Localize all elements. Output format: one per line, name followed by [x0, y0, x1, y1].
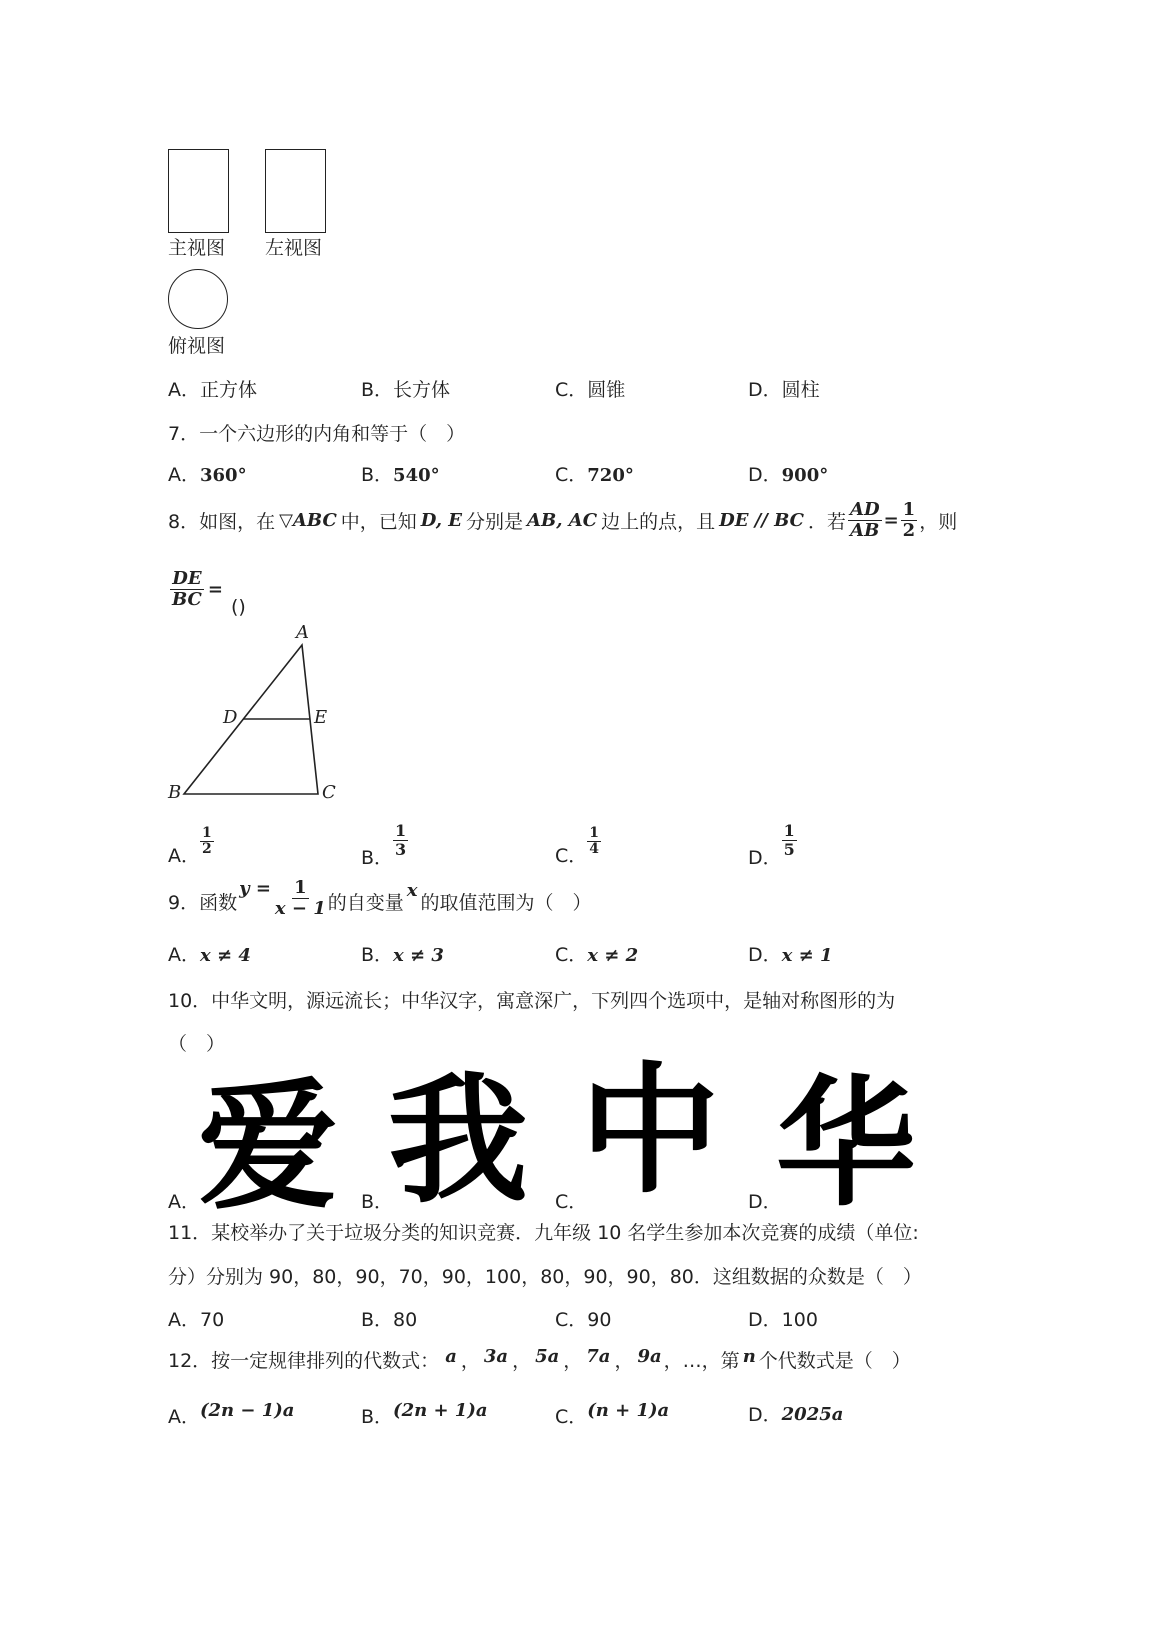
front-view-label: 主视图: [168, 237, 226, 259]
q12-option-c[interactable]: C． (n + 1)a: [555, 1400, 670, 1428]
q11-option-a[interactable]: A．70: [168, 1309, 225, 1331]
q7-option-a[interactable]: A．360°: [168, 464, 247, 486]
q9-stem: 9．函数 y = $\frac{1}{x - 1}$ 的自变量 x 的取值范围为（ ）: [168, 877, 592, 920]
q11-stem-line2: 分）分别为 90，80，90，70，90，100，80，90，90，80．这组数据的众数是（ ）: [168, 1266, 922, 1288]
q8-stem-line1: 8．如图，在 ▽ABC 中，已知 D, E 分别是 AB, AC 边上的点，且 DE // BC ．若 $\frac{AD}{AB}$ = $\frac{1}{2}$ ，则: [168, 499, 958, 541]
q9-option-c[interactable]: C．x ≠ 2: [555, 944, 639, 966]
q8-option-c[interactable]: C． $\frac{1}{4}$: [555, 825, 600, 867]
character-wo: 我: [388, 1060, 529, 1223]
q9-option-a[interactable]: A．x ≠ 4: [168, 944, 251, 966]
q12-stem: 12．按一定规律排列的代数式： a ， 3a ， 5a ， 7a ， 9a ，…，第 n 个代数式是（ ）: [168, 1346, 911, 1372]
q6-option-c[interactable]: C．圆锥: [555, 379, 626, 401]
q10-option-a[interactable]: A．: [168, 1191, 200, 1213]
label-d: D: [223, 707, 238, 728]
q12-option-b[interactable]: B． (2n + 1)a: [361, 1400, 488, 1428]
q10-option-b[interactable]: B．: [361, 1191, 394, 1213]
label-b: B: [168, 782, 182, 803]
q6-option-a[interactable]: A．正方体: [168, 379, 258, 401]
q12-option-a[interactable]: A． (2n − 1)a: [168, 1400, 295, 1428]
q11-option-d[interactable]: D．100: [748, 1309, 818, 1331]
q11-option-b[interactable]: B．80: [361, 1309, 418, 1331]
q7-option-b[interactable]: B．540°: [361, 464, 440, 486]
q10-stem-line1: 10．中华文明，源远流长；中华汉字，寓意深广，下列四个选项中，是轴对称图形的为: [168, 990, 896, 1012]
q7-stem: 7．一个六边形的内角和等于（ ）: [168, 423, 466, 445]
q6-option-d[interactable]: D．圆柱: [748, 379, 820, 401]
q10-option-c[interactable]: C．: [555, 1191, 588, 1213]
character-zhong: 中: [580, 1050, 721, 1213]
character-ai: 爱: [198, 1066, 339, 1229]
q10-stem-line2: （ ）: [168, 1033, 226, 1055]
ad-ab-fraction: $\frac{AD}{AB}$: [849, 499, 880, 541]
q9-option-d[interactable]: D．x ≠ 1: [748, 944, 833, 966]
q11-option-c[interactable]: C．90: [555, 1309, 612, 1331]
q10-option-d[interactable]: D．: [748, 1191, 782, 1213]
one-half-fraction: $\frac{1}{2}$: [902, 499, 916, 541]
q8-option-d[interactable]: D． $\frac{1}{5}$: [748, 821, 795, 870]
label-a: A: [296, 622, 309, 643]
q6-option-b[interactable]: B．长方体: [361, 379, 451, 401]
q8-option-a[interactable]: A． $\frac{1}{2}$: [168, 825, 212, 867]
q11-stem-line1: 11．某校举办了关于垃圾分类的知识竞赛．九年级 10 名学生参加本次竞赛的成绩（单位:: [168, 1222, 919, 1244]
de-bc-fraction: $\frac{DE}{BC}$: [172, 567, 202, 610]
q9-option-b[interactable]: B．x ≠ 3: [361, 944, 444, 966]
q7-option-c[interactable]: C．720°: [555, 464, 634, 486]
q12-option-d[interactable]: D． 2025a: [748, 1404, 844, 1426]
top-view-label: 俯视图: [168, 335, 226, 357]
q8-option-b[interactable]: B． $\frac{1}{3}$: [361, 821, 407, 870]
label-e: E: [314, 707, 328, 728]
left-view-label: 左视图: [265, 237, 323, 259]
q7-option-d[interactable]: D．900°: [748, 464, 829, 486]
label-c: C: [322, 782, 336, 803]
character-hua: 华: [776, 1063, 917, 1226]
q8-stem-line2: $\frac{DE}{BC}$ = (): [172, 567, 246, 618]
reciprocal-fraction: $\frac{1}{x - 1}$: [274, 877, 326, 920]
